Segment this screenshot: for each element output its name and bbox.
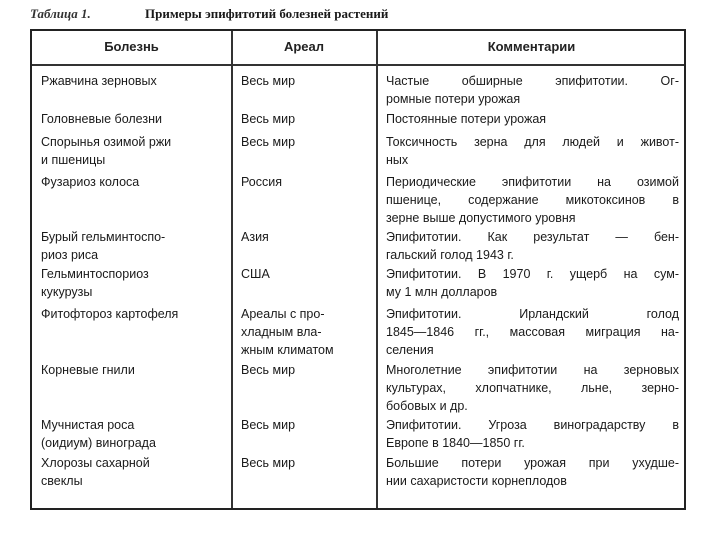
cell-line: США [241, 267, 270, 281]
cell-line: зерне выше допустимого уровня [386, 211, 576, 225]
area-cell [241, 110, 373, 128]
disease-cell [41, 305, 231, 323]
comment-cell [386, 110, 679, 128]
header-area: Ареал [283, 39, 325, 54]
cell-line: риоз риса [41, 248, 99, 262]
epiphytotics-table [30, 29, 686, 510]
comment-cell [386, 265, 679, 301]
disease-cell [41, 228, 231, 264]
comment-cell [386, 133, 679, 169]
cell-line: Хлорозы сахарной [41, 456, 150, 470]
area-cell [241, 454, 373, 472]
header-divider [32, 64, 684, 66]
cell-line: Гельминтоспориоз [41, 267, 149, 281]
cell-line: Европе в 1840—1850 гг. [386, 436, 525, 450]
comment-cell [386, 454, 679, 490]
cell-line: Периодические эпифитотии на озимой [386, 175, 679, 189]
comment-cell [386, 228, 679, 264]
cell-line: Частые обширные эпифитотии. Ог- [386, 74, 679, 88]
cell-line: и пшеницы [41, 153, 106, 167]
cell-line: Эпифитотии. Как результат — бен- [386, 230, 679, 244]
cell-line: пшенице, содержание микотоксинов в [386, 193, 679, 207]
area-cell [241, 173, 373, 191]
cell-line: ромные потери урожая [386, 92, 521, 106]
cell-line: Весь мир [241, 112, 296, 126]
cell-line: Азия [241, 230, 269, 244]
table-number: Таблица 1. [30, 6, 91, 21]
disease-cell [41, 454, 231, 490]
cell-line: Спорынья озимой ржи [41, 135, 172, 149]
area-cell [241, 416, 373, 434]
cell-line: нии сахаристости корнеплодов [386, 474, 567, 488]
area-cell [241, 133, 373, 151]
cell-line: Эпифитотии. Угроза виноградарству в [386, 418, 679, 432]
disease-cell [41, 361, 231, 379]
cell-line: Весь мир [241, 135, 296, 149]
cell-line: кукурузы [41, 285, 93, 299]
cell-line: Большие потери урожая при ухудше- [386, 456, 679, 470]
cell-line: (оидиум) винограда [41, 436, 156, 450]
comment-cell [386, 361, 679, 415]
disease-cell [41, 416, 231, 452]
comment-cell [386, 416, 679, 452]
cell-line: Корневые гнили [41, 363, 135, 377]
cell-line: Эпифитотии. Ирландский голод [386, 307, 679, 321]
header-disease: Болезнь [104, 39, 159, 54]
comment-cell [386, 72, 679, 108]
comment-cell [386, 173, 679, 227]
cell-line: культурах, хлопчатнике, льне, зерно- [386, 381, 679, 395]
cell-line: Токсичность зерна для людей и живот- [386, 135, 679, 149]
disease-cell [41, 133, 231, 169]
cell-line: му 1 млн долларов [386, 285, 498, 299]
disease-cell [41, 265, 231, 301]
cell-line: селения [386, 343, 434, 357]
cell-line: Многолетние эпифитотии на зерновых [386, 363, 679, 377]
disease-cell [41, 72, 231, 90]
cell-line: жным климатом [241, 343, 334, 357]
disease-cell [41, 110, 231, 128]
cell-line: Ареалы с про- [241, 307, 325, 321]
header-comments: Комментарии [487, 39, 576, 54]
cell-line: свеклы [41, 474, 83, 488]
table-caption [30, 6, 389, 22]
table-title: Примеры эпифитотий болезней растений [145, 6, 389, 21]
disease-cell [41, 173, 231, 191]
area-cell [241, 361, 373, 379]
cell-line: Постоянные потери урожая [386, 112, 547, 126]
column-divider [231, 31, 233, 508]
cell-line: гальский голод 1943 г. [386, 248, 514, 262]
area-cell [241, 265, 373, 283]
cell-line: Мучнистая роса [41, 418, 135, 432]
area-cell [241, 228, 373, 246]
cell-line: Фузариоз колоса [41, 175, 140, 189]
comment-cell [386, 305, 679, 359]
cell-line: Весь мир [241, 418, 296, 432]
cell-line: Эпифитотии. В 1970 г. ущерб на сум- [386, 267, 679, 281]
cell-line: Весь мир [241, 456, 296, 470]
cell-line: Весь мир [241, 363, 296, 377]
area-cell [241, 72, 373, 90]
cell-line: бобовых и др. [386, 399, 468, 413]
cell-line: Бурый гельминтоспо- [41, 230, 166, 244]
cell-line: Россия [241, 175, 282, 189]
cell-line: Головневые болезни [41, 112, 162, 126]
cell-line: хладным вла- [241, 325, 322, 339]
cell-line: Фитофтороз картофеля [41, 307, 179, 321]
area-cell [241, 305, 373, 359]
cell-line: 1845—1846 гг., массовая миграция на- [386, 325, 679, 339]
cell-line: Ржавчина зерновых [41, 74, 157, 88]
cell-line: ных [386, 153, 409, 167]
column-divider [376, 31, 378, 508]
cell-line: Весь мир [241, 74, 296, 88]
